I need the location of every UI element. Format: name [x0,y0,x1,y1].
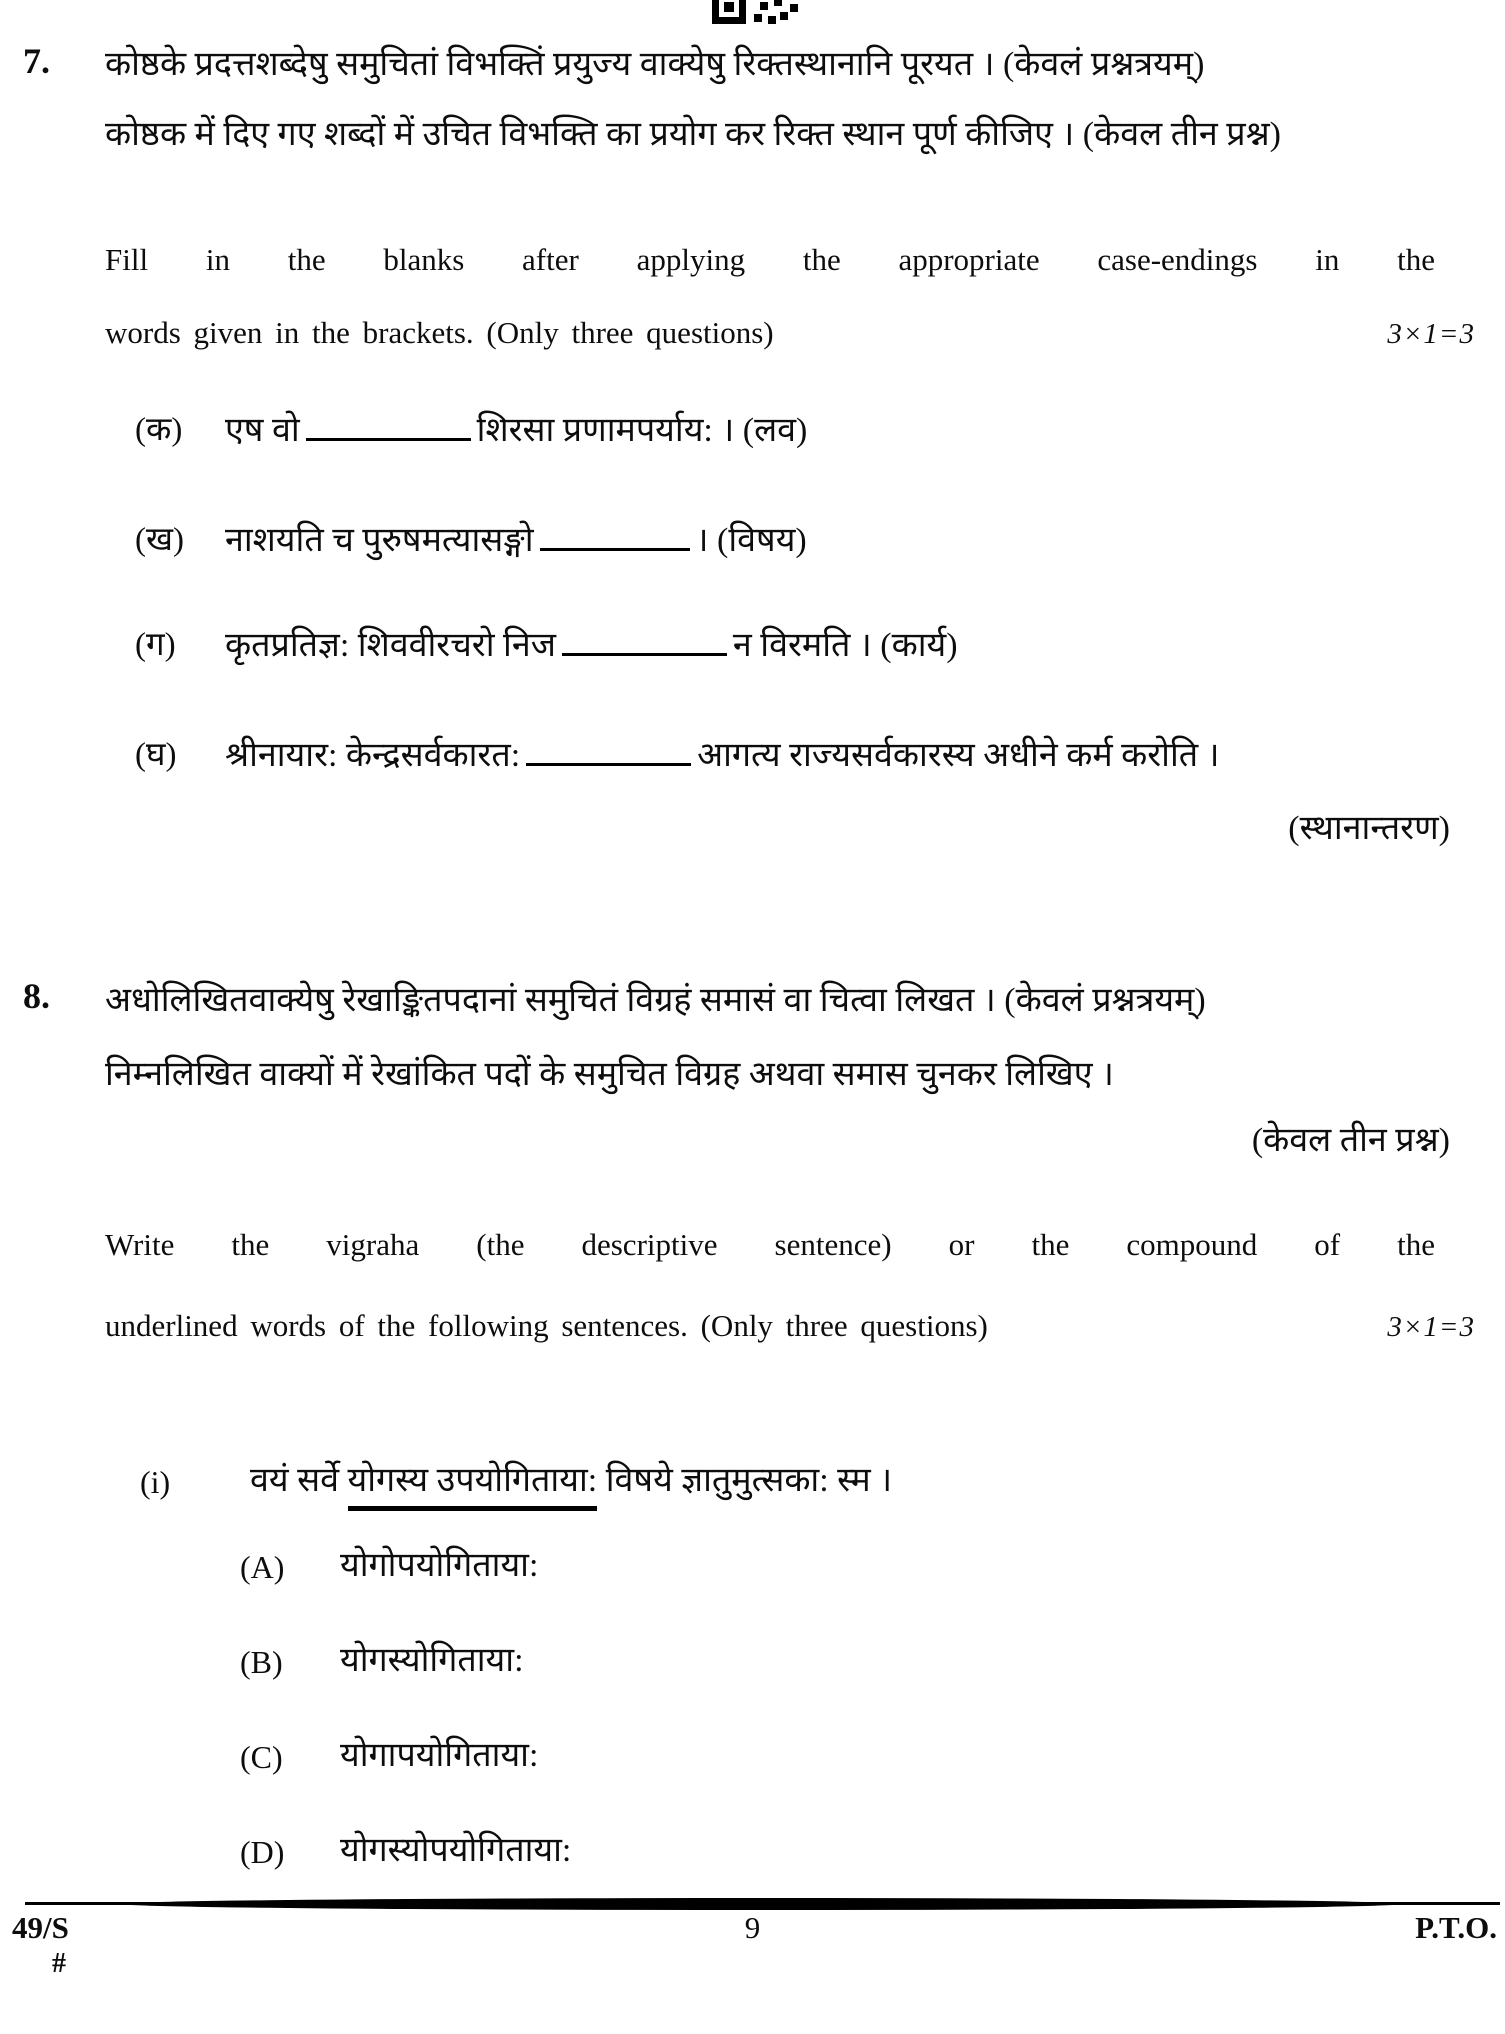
sub-question-gha-word-hint: (स्थानान्तरण) [1288,810,1450,847]
sub-question-gha-text: श्रीनायार: केन्द्रसर्वकारत: आगत्य राज्यसर्वकारस्य अधीने कर्म करोति । [225,737,1220,774]
question-7-hindi-text: कोष्ठक में दिए गए शब्दों में उचित विभक्ति का प्रयोग कर रिक्त स्थान पूर्ण कीजिए । (केवल तीन प्रश्न) [105,116,1281,153]
question-8-sanskrit-text: अधोलिखितवाक्येषु रेखाङ्कितपदानां समुचितं विग्रहं समासं वा चित्वा लिखत । (केवलं प्रश्नत्रयम्) [105,982,1206,1019]
option-c-label: (C) [240,1739,283,1775]
option-a-text: योगोपयोगिताया: [340,1547,539,1584]
sub-question-ga-label: (ग) [135,627,176,663]
sub-question-gha-label: (घ) [135,737,177,773]
question-7-english-line1: Fill in the blanks after applying the appropriate case-endings in the [105,242,1435,277]
underlined-phrase: योगस्य उपयोगिताया: [348,1462,598,1511]
sub-question-kha-text: नाशयति च पुरुषमत्यासङ्गो । (विषय) [225,522,807,559]
question-8-marks: 3×1=3 [1387,1311,1475,1343]
sub-question-kha-label: (ख) [135,522,184,558]
option-c-text: योगापयोगिताया: [340,1737,539,1774]
sub-question-i-label: (i) [140,1464,171,1500]
footer-paper-code: 49/S [12,1910,69,1945]
footer-pto: P.T.O. [1415,1910,1497,1945]
sub-question-ga-text: कृतप्रतिज्ञ: शिववीरचरो निज न विरमति । (कार्य) [225,627,958,664]
question-8-hindi-note: (केवल तीन प्रश्न) [1251,1122,1450,1159]
question-8-hindi-text: निम्नलिखित वाक्यों में रेखांकित पदों के समुचित विग्रह अथवा समास चुनकर लिखिए । [105,1056,1114,1093]
option-b-label: (B) [240,1644,283,1680]
blank-line [306,412,471,441]
page-number: 9 [744,1910,761,1945]
blank-line [540,522,690,551]
sub-question-ka-label: (क) [135,412,183,448]
sub-question-ka-text: एष वो शिरसा प्रणामपर्याय: । (लव) [225,412,808,449]
question-7-sanskrit-text: कोष्ठके प्रदत्तशब्देषु समुचितां विभक्तिं प्रयुज्य वाक्येषु रिक्तस्थानानि पूरयत । (केवलं प्रश्नत्रयम्) [105,46,1205,83]
option-b-text: योगस्योगिताया: [340,1642,524,1679]
question-7-number: 7. [23,41,50,81]
sub-question-i-text: वयं सर्वे योगस्य उपयोगिताया: विषये ज्ञातुमुत्सका: स्म । [250,1458,892,1504]
option-d-text: योगस्योपयोगिताया: [340,1832,572,1869]
question-8-english-line2: underlined words of the following sentences. (Only three questions) [105,1308,988,1343]
question-8-number: 8. [23,976,50,1016]
footer-hash-mark: # [52,1948,66,1979]
qr-code-fragment-icon [712,0,802,32]
option-d-label: (D) [240,1834,285,1870]
question-8-english-line1: Write the vigraha (the descriptive sentence) or the compound of the [105,1227,1435,1262]
question-7-marks: 3×1=3 [1387,318,1475,350]
question-7-english-line2: words given in the brackets. (Only three questions) [105,315,774,350]
blank-line [562,627,727,656]
footer-divider [25,1897,1500,1911]
blank-line [526,737,691,766]
option-a-label: (A) [240,1549,285,1585]
